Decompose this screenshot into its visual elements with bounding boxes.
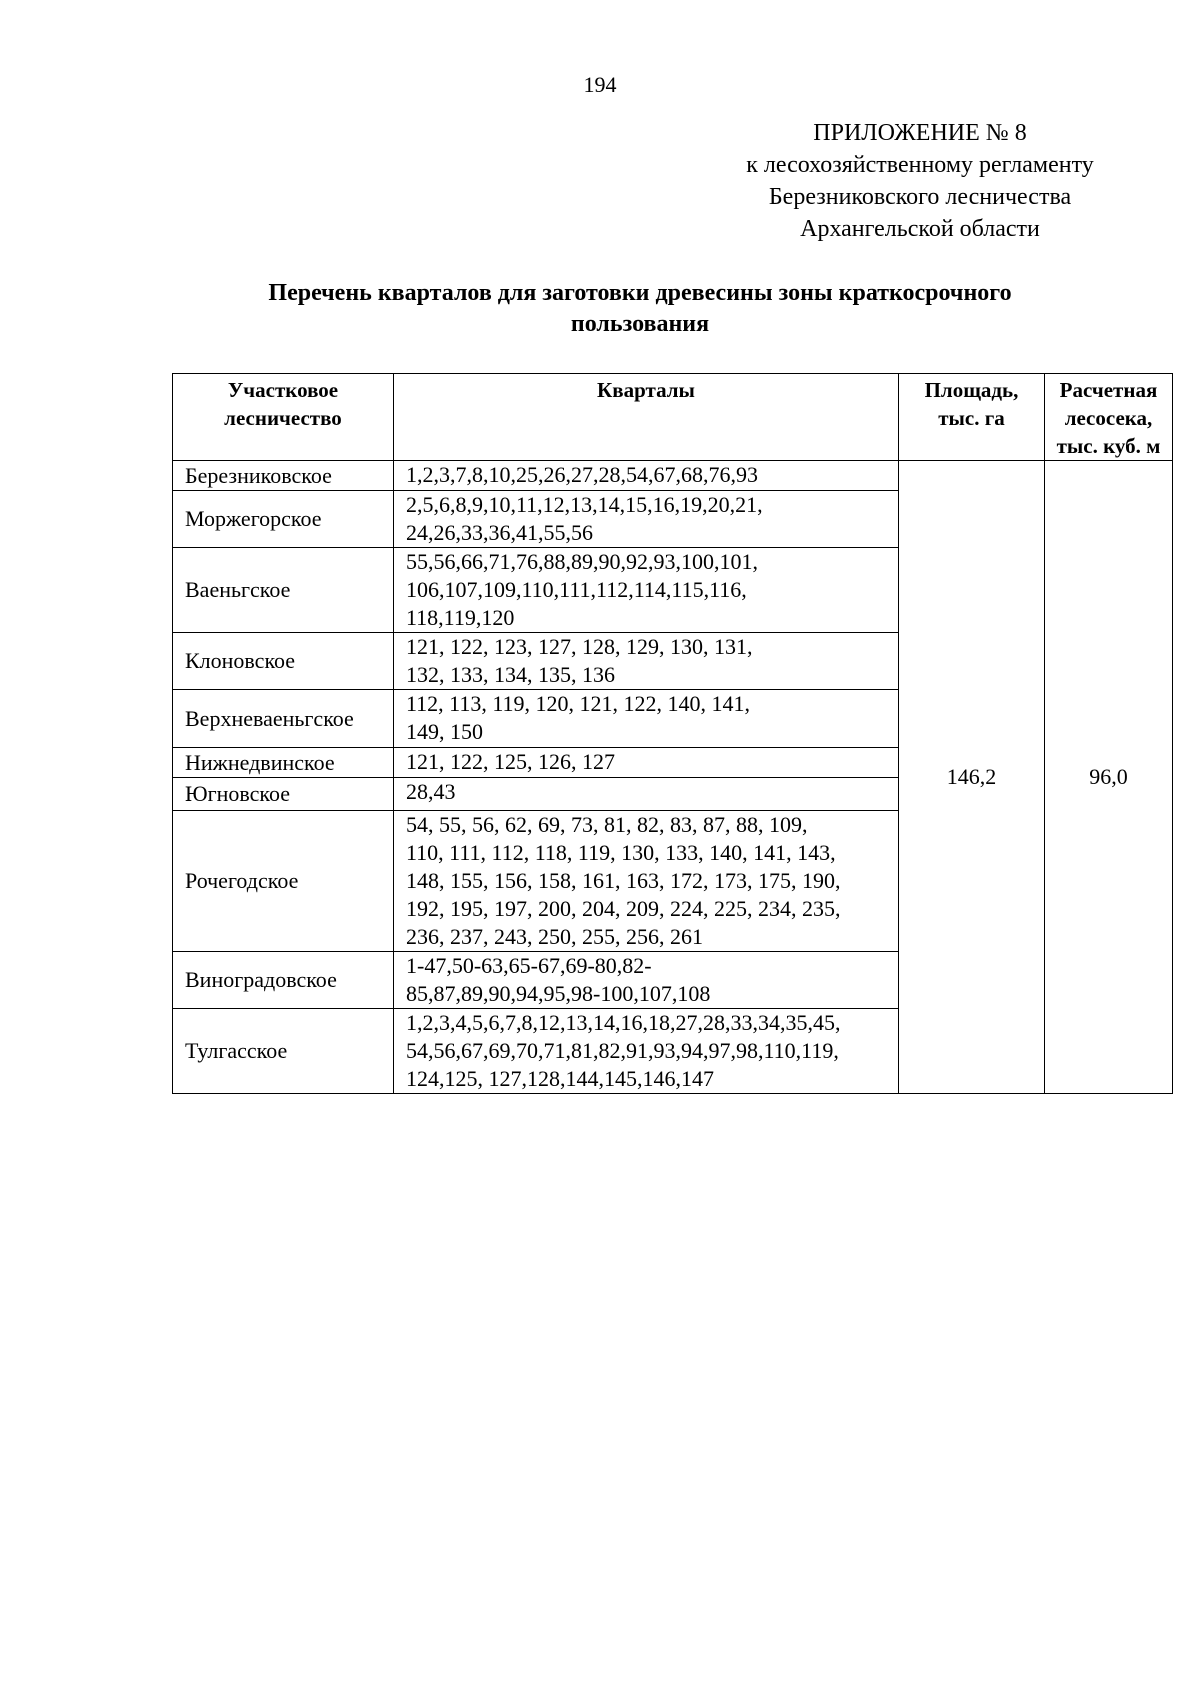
quarters-line: 124,125, 127,128,144,145,146,147 [406, 1066, 714, 1091]
header-cut-line-2: лесосека, [1064, 406, 1153, 430]
header-cut [1045, 374, 1173, 461]
quarters-line: 55,56,66,71,76,88,89,90,92,93,100,101, [406, 549, 758, 574]
quarters-line: 54, 55, 56, 62, 69, 73, 81, 82, 83, 87, 88, 109, [406, 812, 808, 837]
quarters-list [394, 491, 899, 548]
forestry-name: Верхневаеньгское [173, 690, 394, 748]
cut-total: 96,0 [1045, 461, 1173, 1094]
quarters-line: 149, 150 [406, 719, 483, 744]
quarters-line: 1,2,3,4,5,6,7,8,12,13,14,16,18,27,28,33,34,35,45, [406, 1010, 841, 1035]
header-forestry-line-1: Участковое [227, 378, 339, 402]
quarters-list [394, 548, 899, 633]
quarters-line: 132, 133, 134, 135, 136 [406, 662, 615, 687]
quarters-line: 121, 122, 125, 126, 127 [406, 749, 615, 774]
forestry-name: Клоновское [173, 633, 394, 690]
quarters-list [394, 1009, 899, 1094]
forestry-name: Тулгасское [173, 1009, 394, 1094]
header-area-line-1: Площадь, [924, 378, 1019, 402]
table-row [173, 461, 1173, 491]
header-cut-line-3: тыс. куб. м [1056, 434, 1161, 458]
quarters-list [394, 690, 899, 748]
quarters-line: 24,26,33,36,41,55,56 [406, 520, 593, 545]
header-forestry [173, 374, 394, 461]
quarters-list [394, 811, 899, 952]
forestry-name: Моржегорское [173, 491, 394, 548]
header-area-line-2: тыс. га [938, 406, 1005, 430]
quarters-line: 192, 195, 197, 200, 204, 209, 224, 225, 234, 235, [406, 896, 841, 921]
header-forestry-line-2: лесничество [224, 406, 342, 430]
header-quarters [394, 374, 899, 461]
quarters-line: 54,56,67,69,70,71,81,82,91,93,94,97,98,110,119, [406, 1038, 839, 1063]
appendix-title: ПРИЛОЖЕНИЕ № 8 [813, 120, 1027, 146]
document-title-line-1: Перечень кварталов для заготовки древесины зоны краткосрочного [268, 280, 1012, 306]
forestry-name: Виноградовское [173, 952, 394, 1009]
document-title-line-2: пользования [570, 311, 710, 337]
quarters-line: 85,87,89,90,94,95,98-100,107,108 [406, 981, 711, 1006]
forestry-name: Югновское [173, 778, 394, 811]
quarters-line: 118,119,120 [406, 605, 515, 630]
forestry-name: Рочегодское [173, 811, 394, 952]
appendix-line-2: Березниковского лесничества [768, 184, 1072, 210]
quarters-line: 28,43 [406, 779, 456, 804]
table-header-row [173, 374, 1173, 461]
quarters-list [394, 778, 899, 811]
quarters-list [394, 633, 899, 690]
forestry-name: Березниковское [173, 461, 394, 491]
quarters-line: 1-47,50-63,65-67,69-80,82- [406, 953, 652, 978]
quarters-list [394, 461, 899, 491]
document-title [160, 278, 1120, 340]
quarters-list [394, 748, 899, 778]
quarters-line: 121, 122, 123, 127, 128, 129, 130, 131, [406, 634, 753, 659]
header-area [899, 374, 1045, 461]
appendix-block [650, 117, 1190, 245]
header-quarters-label: Кварталы [597, 378, 695, 402]
forestry-name: Ваеньгское [173, 548, 394, 633]
quarters-line: 236, 237, 243, 250, 255, 256, 261 [406, 924, 703, 949]
quarters-line: 1,2,3,7,8,10,25,26,27,28,54,67,68,76,93 [406, 462, 758, 487]
quarters-list [394, 952, 899, 1009]
appendix-line-1: к лесохозяйственному регламенту [746, 152, 1094, 178]
quarters-line: 2,5,6,8,9,10,11,12,13,14,15,16,19,20,21, [406, 492, 763, 517]
header-cut-line-1: Расчетная [1059, 378, 1158, 402]
forestry-name: Нижнедвинское [173, 748, 394, 778]
quarters-line: 148, 155, 156, 158, 161, 163, 172, 173, 175, 190, [406, 868, 841, 893]
quarters-line: 106,107,109,110,111,112,114,115,116, [406, 577, 747, 602]
quarters-table [172, 373, 1173, 1094]
area-total: 146,2 [899, 461, 1045, 1094]
quarters-line: 110, 111, 112, 118, 119, 130, 133, 140, 141, 143, [406, 840, 836, 865]
quarters-line: 112, 113, 119, 120, 121, 122, 140, 141, [406, 691, 751, 716]
appendix-line-3: Архангельской области [800, 216, 1040, 242]
page-number: 194 [583, 72, 617, 97]
